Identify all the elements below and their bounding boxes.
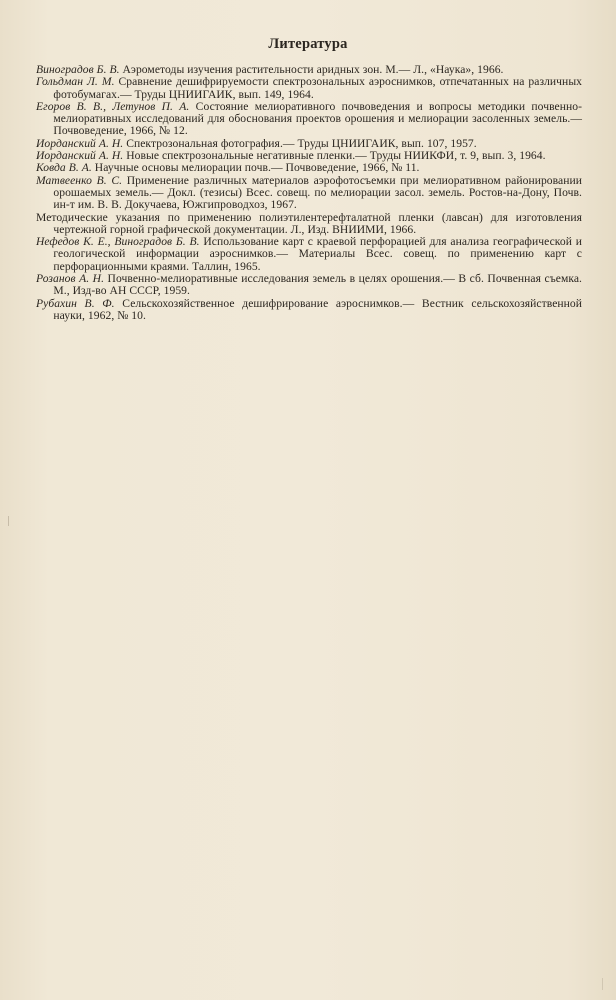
reference-item	[36, 76, 582, 101]
reference-author: Виноградов Б. В.	[36, 63, 120, 76]
reference-author: Нефедов К. Е., Виноградов Б. В.	[36, 235, 200, 249]
reference-item	[36, 101, 582, 138]
reference-author: Иорданский А. Н.	[36, 149, 124, 163]
reference-text: Методические указания по применению полиэтилентерефталатной пленки (лавсан) для изготовления чертежной горной графической документации. Л., Изд. ВНИИМИ, 1966.	[36, 210, 582, 236]
reference-author: Рубахин В. Ф.	[36, 296, 115, 310]
scan-margin-mark	[8, 516, 13, 526]
reference-text: Сельскохозяйственное дешифрирование аэроснимков.— Вестник сельскохозяйственной науки, 1962, № 10.	[53, 296, 582, 322]
reference-item	[36, 175, 582, 212]
reference-item	[36, 236, 582, 273]
reference-text: Аэрометоды изучения растительности аридных зон. М.— Л., «Наука», 1966.	[119, 63, 504, 76]
reference-author: Гольдман Л. М.	[36, 75, 115, 89]
reference-item	[36, 273, 582, 298]
reference-item	[36, 298, 582, 323]
reference-list	[36, 64, 582, 322]
reference-item	[36, 212, 582, 237]
reference-author: Ковда В. А.	[36, 161, 92, 175]
reference-author: Егоров В. В., Летунов П. А.	[36, 99, 190, 113]
reference-text: Научные основы мелиорации почв.— Почвоведение, 1966, № 11.	[91, 161, 420, 175]
page-title: Литература	[268, 36, 348, 52]
reference-text: Применение различных материалов аэрофотосъемки при мелиоративном районировании орошаемых земель.— Докл. (тезисы) Всес. совещ. по мелиорации засол. земель. Ростов-на-Дону, Почв. ин-т им. В. В. Докучаева, Южгипроводхоз, 1967.	[53, 173, 582, 212]
reference-text: Использование карт с краевой перфорацией для анализа географической и геологической информации аэроснимков.— Материалы Всес. совещ. по применению карт с перфорационными краями. Таллин, 1965.	[53, 235, 582, 273]
reference-author: Розанов А. Н.	[36, 272, 105, 286]
reference-text: Новые спектрозональные негативные пленки.— Труды НИИКФИ, т. 9, вып. 3, 1964.	[123, 149, 546, 163]
reference-text: Сравнение дешифрируемости спектрозональных аэроснимков, отпечатанных на различных фотобумагах.— Труды ЦНИИГАИК, вып. 149, 1964.	[53, 75, 582, 101]
reference-author: Матвеенко В. С.	[36, 173, 123, 187]
reference-text: Спектрозональная фотография.— Труды ЦНИИГАИК, вып. 107, 1957.	[123, 136, 477, 150]
reference-author: Иорданский А. Н.	[36, 136, 124, 150]
reference-text: Почвенно-мелиоративные исследования земель в целях орошения.— В сб. Почвенная съемка. М., Изд-во АН СССР, 1959.	[53, 272, 582, 298]
reference-text: Состояние мелиоративного почвоведения и вопросы методики почвенно-мелиоративных исследований для обоснования проектов орошения и мелиорации засоленных земель.— Почвоведение, 1966, № 12.	[53, 99, 582, 138]
scan-margin-mark	[602, 978, 606, 990]
